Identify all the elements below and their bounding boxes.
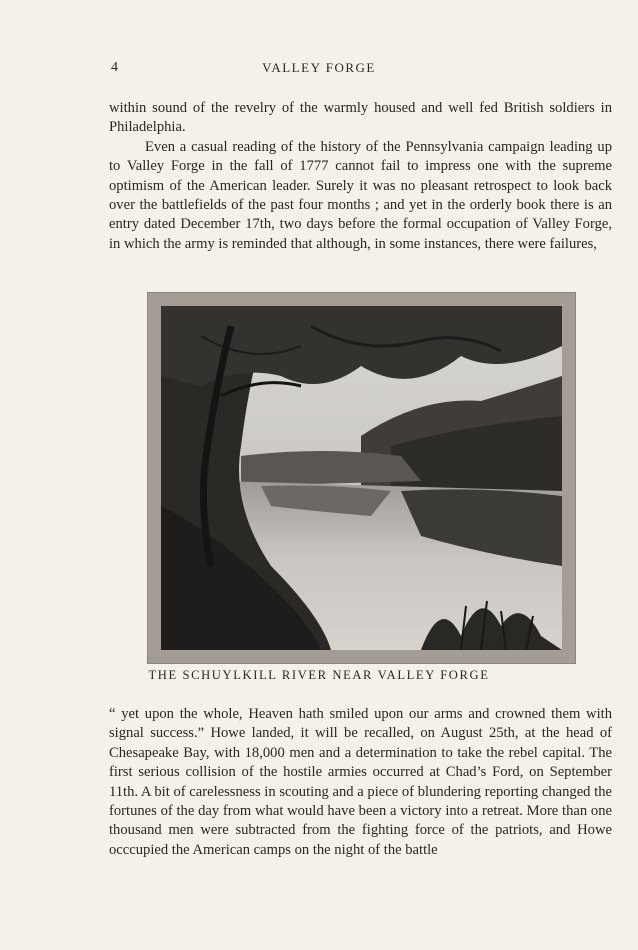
- paragraph: Even a casual reading of the history of the Pennsylvania campaign leading up to Valley Forge in the fall of 1777 cannot fail to impress one with the supreme optimism of the American leader. Surely it was no pleasant retrospect to look back over the battlefields of the past four months ; and yet in the orderly book there is an entry dated December 17th, two days before the formal occupation of Valley Forge, in which the army is reminded that although, in some instances, there were failures,: [109, 138, 612, 252]
- body-text-top: [109, 99, 612, 254]
- page-number: 4: [111, 60, 119, 75]
- running-head: [0, 60, 638, 80]
- running-title: VALLEY FORGE: [262, 60, 376, 75]
- river-photograph-illustration: [161, 306, 562, 650]
- paragraph: within sound of the revelry of the warmly housed and well fed British soldiers in Philadelphia.: [109, 100, 612, 136]
- figure-caption: THE SCHUYLKILL RIVER NEAR VALLEY FORGE: [148, 668, 490, 682]
- photo-plate: [147, 292, 576, 664]
- river-photograph: [161, 306, 562, 650]
- body-text-bottom: [109, 705, 612, 860]
- paragraph: “ yet upon the whole, Heaven hath smiled upon our arms and crowned them with signal success.” Howe landed, it will be recalled, on August 25th, at the head of Chesapeake Bay, with 18,000 men and a determination to take the rebel capital. The first serious collision of the hostile armies occurred at Chad’s Ford, on September 11th. A bit of carelessness in scouting and a piece of blundering reporting changed the fortunes of the day from what would have been a victory into a retreat. More than one thousand men were subtracted from the fighting force of the patriots, and Howe occcupied the American camps on the night of the battle: [109, 706, 612, 858]
